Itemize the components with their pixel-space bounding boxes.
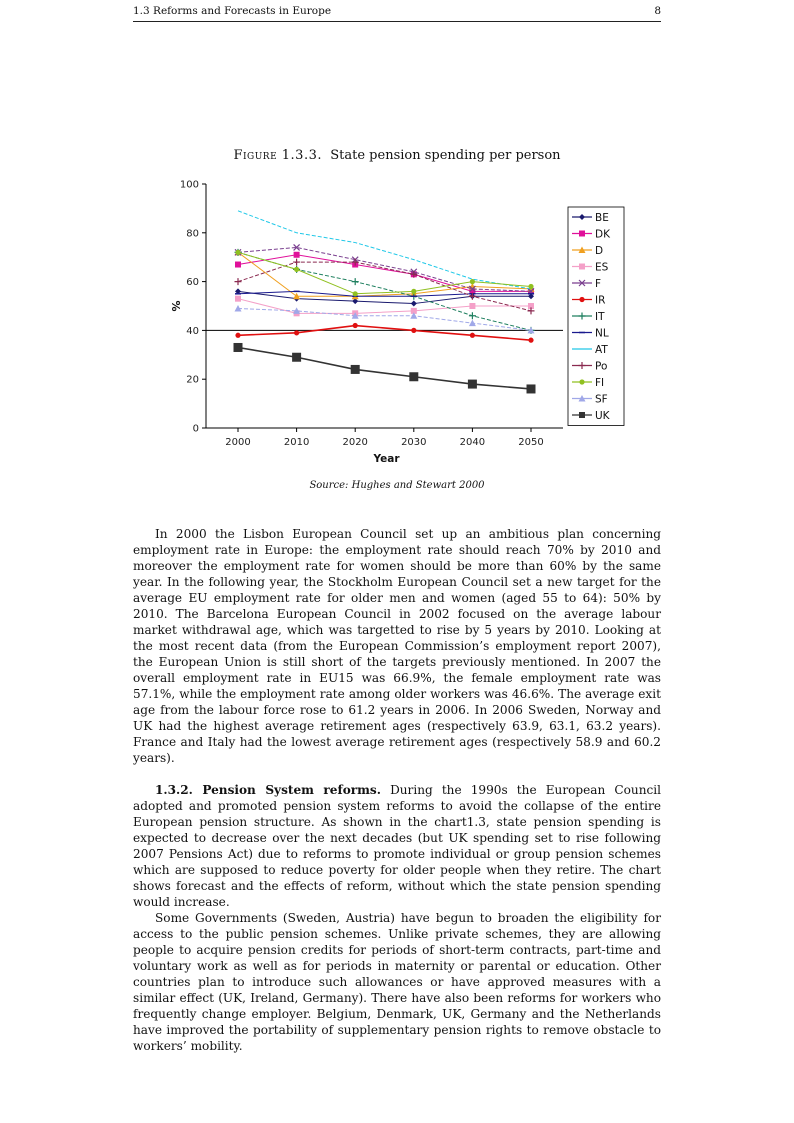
paragraph-pension-reforms — [133, 782, 661, 910]
legend-label-NL: NL — [595, 327, 609, 340]
DK-marker — [294, 252, 300, 258]
y-tick-label: 0 — [192, 423, 199, 435]
figure-caption — [133, 148, 661, 163]
IR-marker — [294, 330, 299, 335]
FI-marker — [411, 289, 416, 294]
FI-marker — [470, 279, 475, 284]
header-page-number: 8 — [654, 5, 661, 17]
FI-marker — [235, 250, 240, 255]
UK-marker — [409, 372, 418, 381]
IR-marker — [528, 338, 533, 343]
legend-marker-UK — [579, 412, 585, 418]
legend-label-IT: IT — [595, 311, 605, 323]
x-tick-label: 2010 — [283, 437, 310, 448]
legend-label-SF: SF — [595, 393, 608, 406]
UK-marker — [468, 380, 477, 389]
legend-label-IR: IR — [595, 294, 606, 307]
legend-label-ES: ES — [595, 261, 609, 274]
IR-marker — [235, 333, 240, 338]
legend-label-D: D — [595, 245, 604, 257]
section-heading: 1.3.2. Pension System reforms. — [155, 783, 381, 797]
legend-label-UK: UK — [595, 410, 610, 422]
legend-marker-IR — [579, 297, 584, 302]
Po-marker — [293, 259, 300, 266]
ES-marker — [469, 303, 475, 309]
legend-marker-ES — [579, 264, 585, 270]
UK-line — [238, 347, 531, 388]
header-section-title: 1.3 Reforms and Forecasts in Europe — [133, 5, 332, 17]
BE-marker — [411, 301, 417, 307]
IR-marker — [470, 333, 475, 338]
ES-marker — [235, 296, 241, 302]
AT-line — [238, 211, 531, 289]
legend-label-Po: Po — [595, 360, 608, 373]
BE-line — [238, 291, 531, 303]
figure-label: Figure 1.3.3. — [233, 148, 322, 163]
x-axis-title: Year — [373, 453, 400, 465]
UK-marker — [234, 343, 243, 352]
x-tick-label: 2000 — [225, 437, 251, 448]
y-tick-label: 40 — [186, 325, 199, 337]
figure-source: Source: Hughes and Stewart 2000 — [309, 480, 485, 491]
x-tick-label: 2050 — [518, 437, 544, 448]
IR-marker — [411, 328, 416, 333]
UK-marker — [292, 353, 301, 362]
y-tick-label: 80 — [186, 228, 199, 240]
FI-marker — [353, 291, 358, 296]
FI-marker — [528, 284, 533, 289]
FI-marker — [294, 267, 299, 272]
SF-marker — [469, 320, 476, 327]
legend-label-BE: BE — [595, 212, 609, 224]
paragraph-eligibility: Some Governments (Sweden, Austria) have begun to broaden the eligibility for access to the public pension schemes. Unlike private schemes, they are allowing people to acquire pension credits for periods of short-term contracts, part-time and voluntary work as well as for periods in maternity or parental or education. Other countries plan to introduce such allowances or have approved measures with a similar effect (UK, Ireland, Germany). There have also been reforms for workers who frequently change employer. Belgium, Denmark, UK, Germany and the Netherlands have improved the portability of supplementary pension rights to remove obstacle to workers’ mobility. — [133, 911, 661, 1053]
x-tick-label: 2020 — [342, 437, 368, 448]
IR-marker — [353, 323, 358, 328]
y-axis-title: % — [169, 300, 182, 312]
figure-caption-text: State pension spending per person — [330, 148, 561, 163]
IT-marker — [352, 278, 359, 285]
y-tick-label: 100 — [179, 179, 199, 191]
legend-marker-FI — [579, 379, 584, 384]
body-text — [133, 526, 661, 1054]
pension-chart — [160, 172, 630, 474]
legend-label-AT: AT — [595, 344, 608, 356]
x-tick-label: 2030 — [401, 437, 427, 448]
running-header — [133, 5, 661, 22]
IT-marker — [469, 312, 476, 319]
chart-svg — [160, 172, 630, 474]
y-tick-label: 60 — [186, 277, 199, 289]
paragraph-pension-reforms-text: During the 1990s the European Council adopted and promoted pension system reforms to avoid the collapse of the entire European pension structure. As shown in the chart1.3, state pension spending is expected to decrease over the next decades (but UK spending set to rise following 2007 Pensions Act) due to reforms to promote individual or group pension schemes which are supposed to reduce poverty for older people when they retire. The chart shows forecast and the effects of reform, without which the state pension spending would increase. — [133, 783, 661, 909]
DK-marker — [235, 262, 241, 268]
x-tick-label: 2040 — [459, 437, 486, 448]
Po-marker — [235, 278, 242, 285]
UK-marker — [527, 384, 536, 393]
legend-label-DK: DK — [595, 228, 610, 241]
UK-marker — [351, 365, 360, 374]
legend-label-F: F — [595, 278, 602, 290]
IR-line — [238, 326, 531, 341]
legend-label-FI: FI — [595, 377, 605, 389]
y-tick-label: 20 — [186, 374, 199, 386]
ES-line — [238, 299, 531, 314]
legend-marker-DK — [579, 231, 585, 237]
paragraph-lisbon: In 2000 the Lisbon European Council set up an ambitious plan concerning employment rate in Europe: the employment rate should reach 70% by 2010 and moreover the employment rate for women should be more than 60% by the same year. In the following year, the Stockholm European Council set a new target for the average EU employment rate for older men and women (aged 55 to 64): 50% by 2010. The Barcelona European Council in 2002 focused on the average labour market withdrawal age, which was targetted to rise by 5 years by 2010. Looking at the most recent data (from the European Commission’s employment report 2007), the European Union is still short of the targets previously mentioned. In 2007 the overall employment rate in EU15 was 66.9%, the female employment rate was 57.1%, while the employment rate among older workers was 46.6%. The average exit age from the labour force rose to 61.2 years in 2006. In 2006 Sweden, Norway and UK had the highest average retirement ages (respectively 63.9, 63.1, 63.2 years). France and Italy had the lowest average retirement ages (respectively 58.9 and 60.2 years). — [133, 527, 661, 765]
